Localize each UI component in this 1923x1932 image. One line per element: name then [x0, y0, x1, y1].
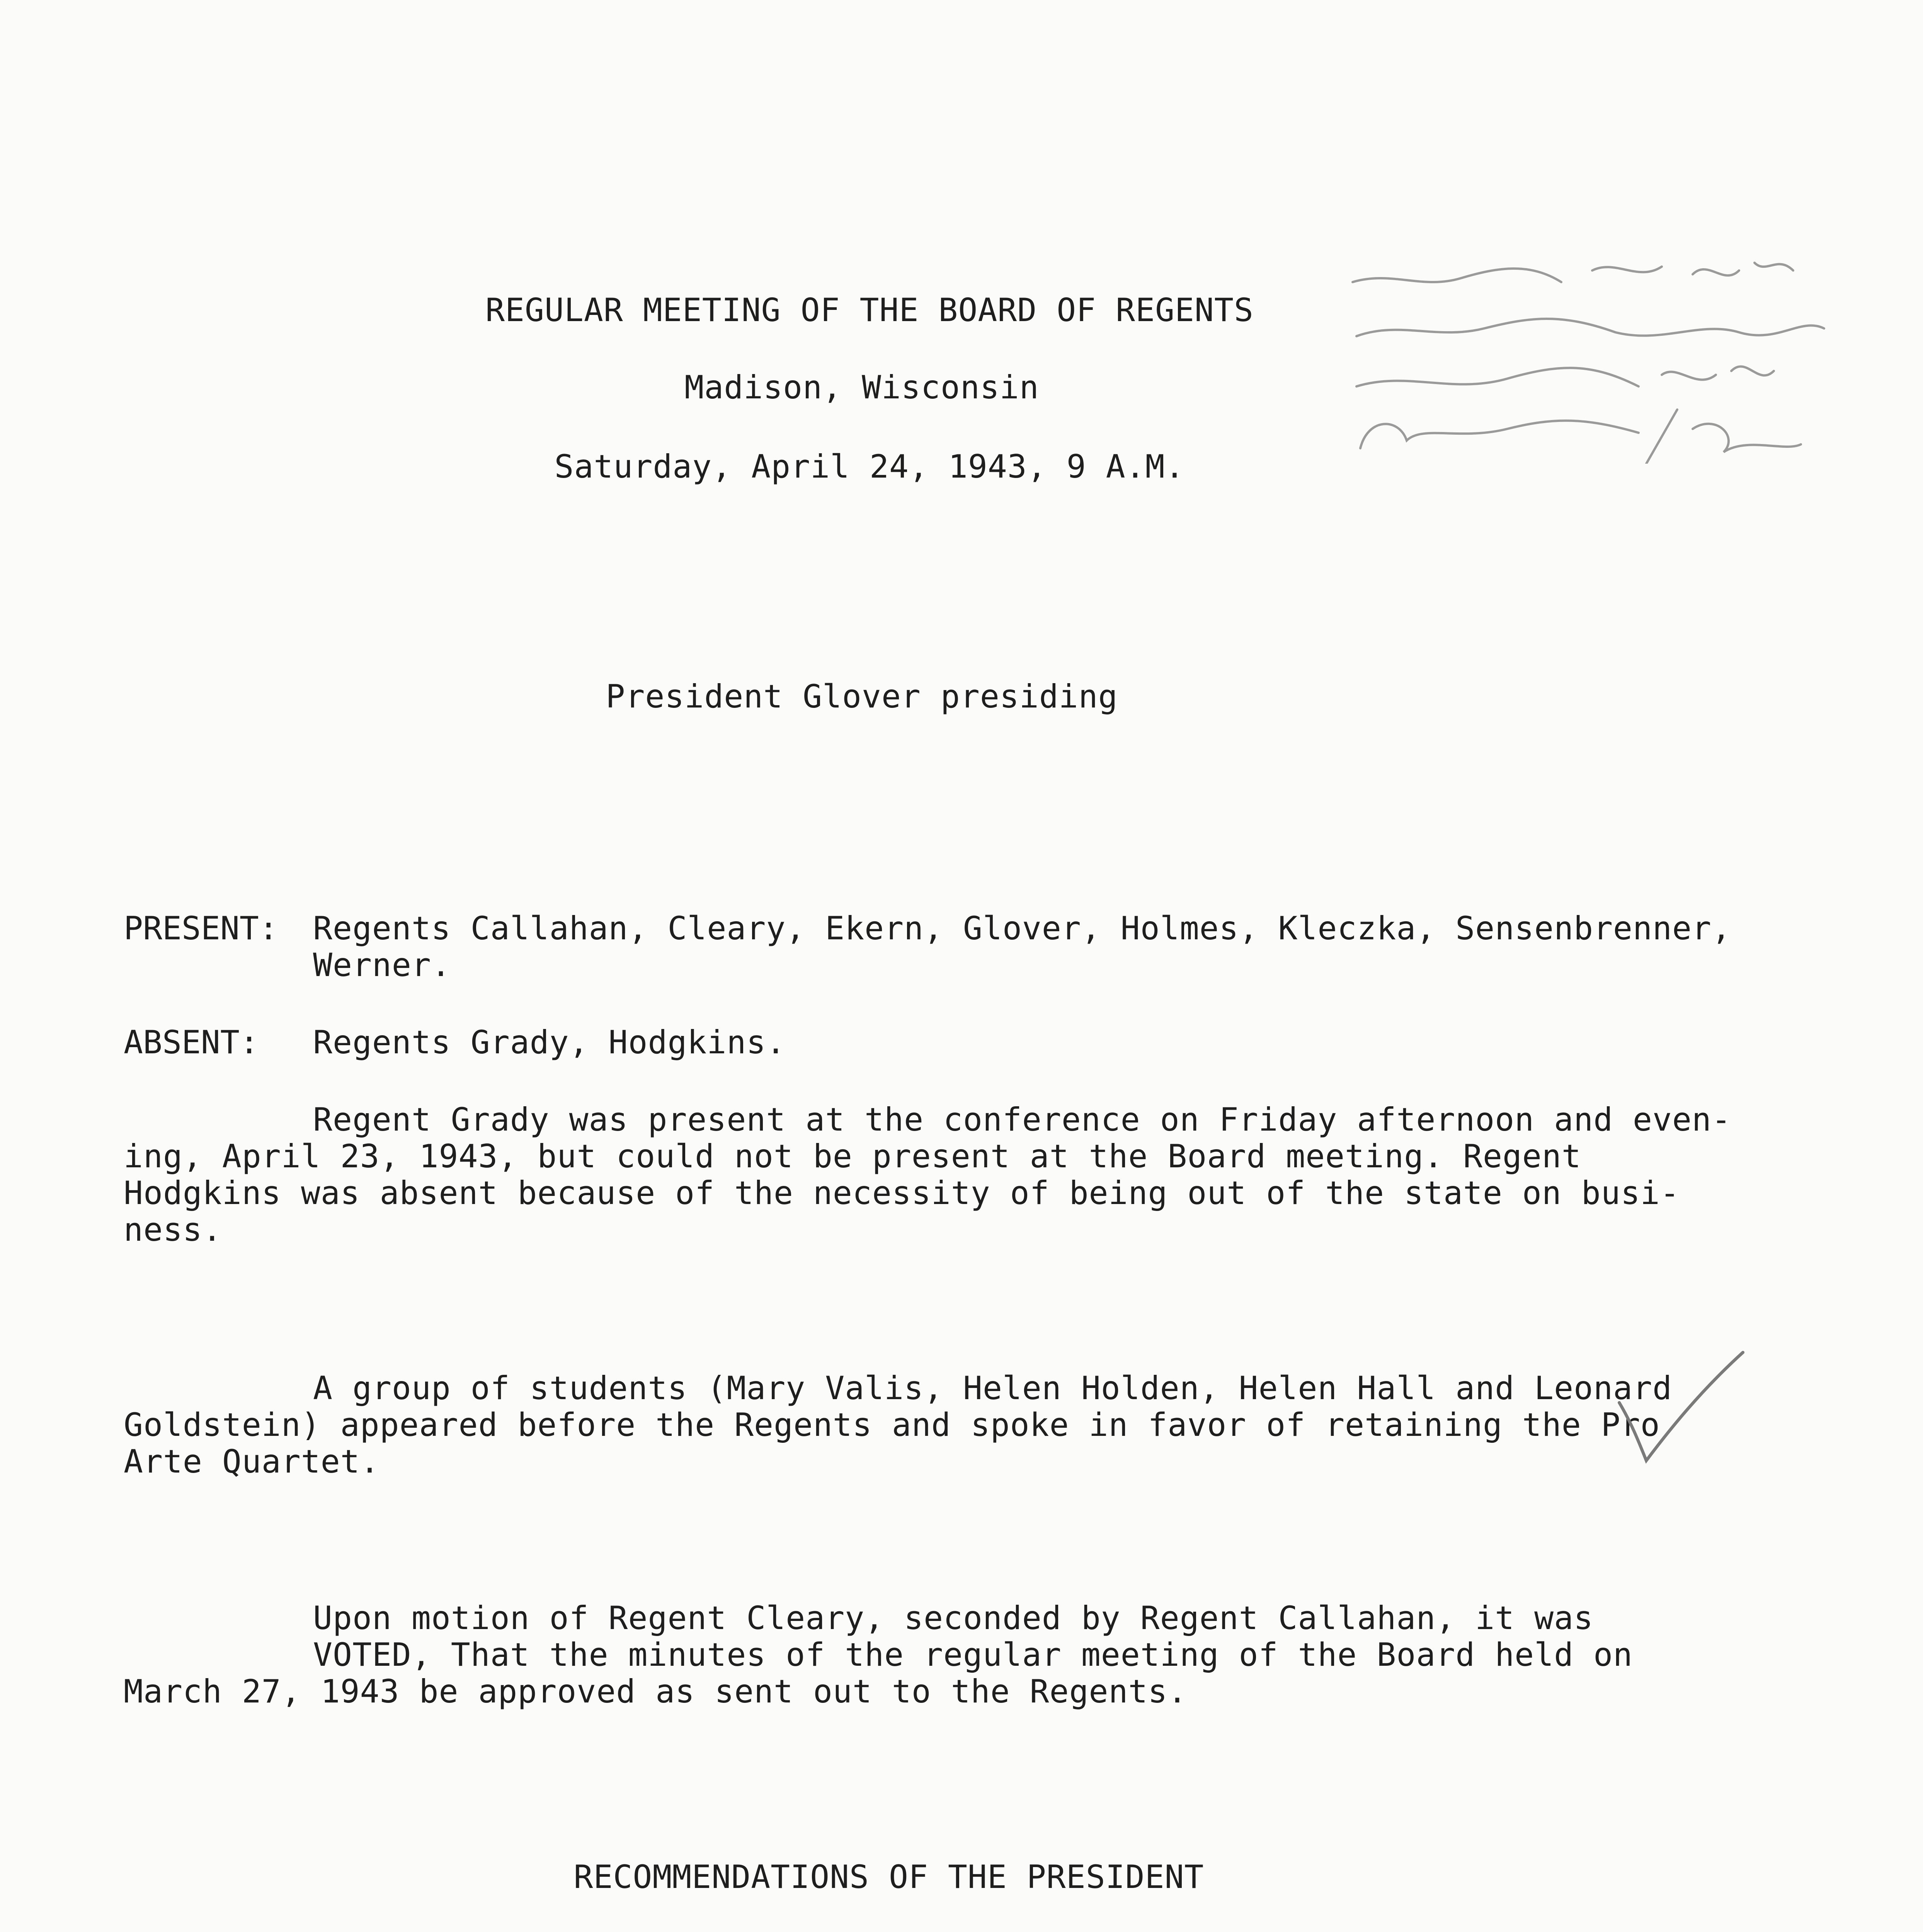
grady-paragraph-line4: ness.	[124, 1211, 222, 1248]
students-paragraph-line1: A group of students (Mary Valis, Helen Holden, Helen Hall and Leonard	[313, 1369, 1672, 1407]
grady-paragraph-line2: ing, April 23, 1943, but could not be present at the Board meeting. Regent	[124, 1138, 1581, 1175]
presiding-line: President Glover presiding	[606, 678, 1118, 715]
motion-paragraph-line1: Upon motion of Regent Cleary, seconded by Regent Callahan, it was	[313, 1599, 1594, 1637]
absent-list: Regents Grady, Hodgkins.	[313, 1024, 786, 1061]
handwritten-note-annotation	[1345, 247, 1840, 464]
present-label: PRESENT:	[124, 910, 278, 947]
students-paragraph-line2: Goldstein) appeared before the Regents and spoke in favor of retaining the Pro	[124, 1406, 1660, 1444]
document-title: REGULAR MEETING OF THE BOARD OF REGENTS	[485, 291, 1254, 329]
meeting-datetime: Saturday, April 24, 1943, 9 A.M.	[554, 448, 1185, 485]
motion-paragraph-line3: March 27, 1943 be approved as sent out to the Regents.	[124, 1673, 1188, 1710]
present-list-line2: Werner.	[313, 946, 451, 984]
check-mark-icon	[1615, 1345, 1747, 1468]
students-paragraph-line3: Arte Quartet.	[124, 1443, 380, 1480]
meeting-location: Madison, Wisconsin	[684, 369, 1039, 406]
grady-paragraph-line3: Hodgkins was absent because of the necessity of being out of the state on busi-	[124, 1174, 1680, 1212]
absent-label: ABSENT:	[124, 1024, 259, 1061]
recommendations-heading: RECOMMENDATIONS OF THE PRESIDENT	[573, 1858, 1204, 1896]
present-list-line1: Regents Callahan, Cleary, Ekern, Glover, Holmes, Kleczka, Sensenbrenner,	[313, 910, 1731, 947]
motion-paragraph-line2: VOTED, That the minutes of the regular meeting of the Board held on	[313, 1636, 1633, 1673]
grady-paragraph-line1: Regent Grady was present at the conference on Friday afternoon and even-	[313, 1101, 1731, 1138]
